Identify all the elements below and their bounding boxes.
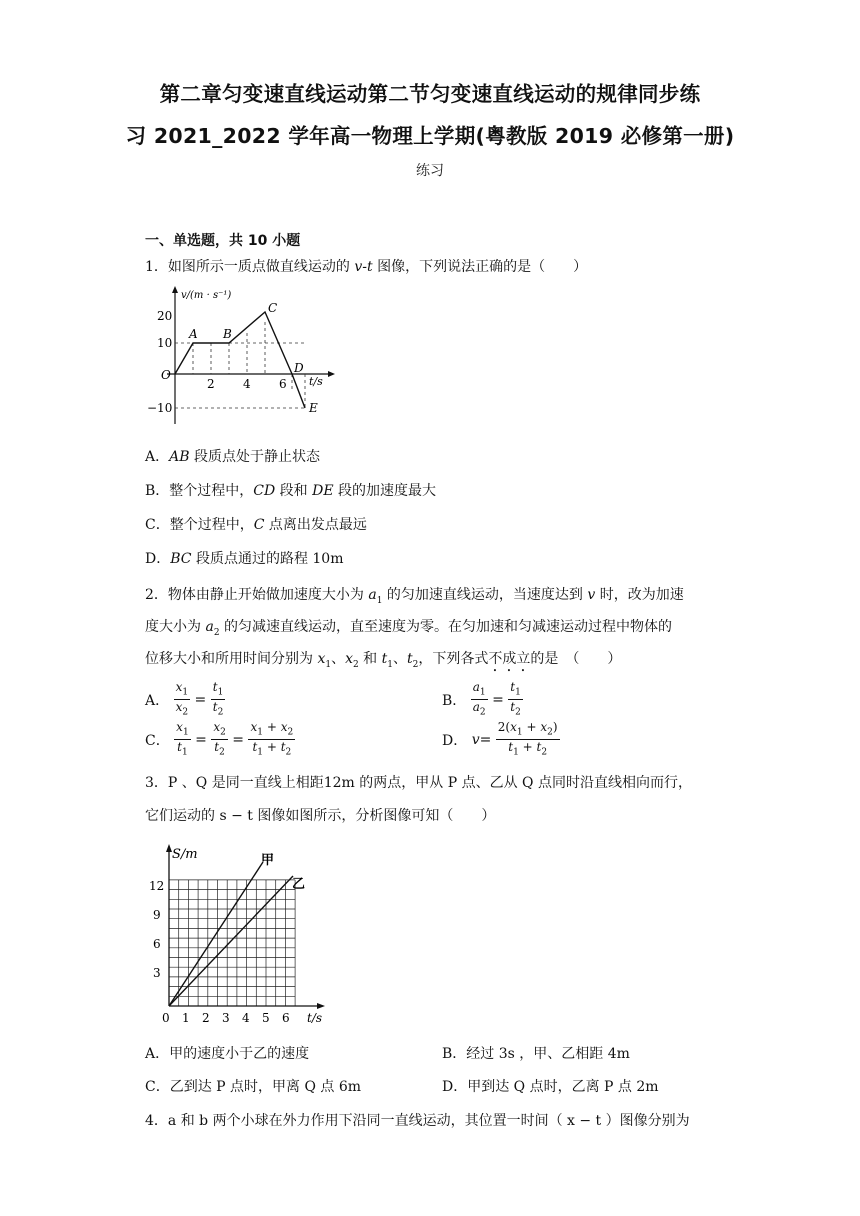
- option-letter: D．: [442, 732, 468, 749]
- q1-point-e: E: [309, 401, 318, 415]
- section-heading: 一、单选题，共 10 小题: [145, 233, 301, 249]
- q2-line-3-pre: 位移大小和所用时间分别为: [145, 651, 318, 667]
- option-pre: 整个过程中，: [169, 483, 254, 499]
- q3-option-b[interactable]: B．经过 3s ，甲、乙相距 4m: [442, 1046, 630, 1062]
- q3-xtick-0: 0: [162, 1011, 170, 1025]
- q3-xtick-3: 3: [222, 1011, 230, 1025]
- q1-vt-graph: [145, 284, 335, 430]
- q1-option-d[interactable]: [145, 548, 344, 568]
- q1-ytick-10: 10: [157, 336, 173, 350]
- option-letter: D．: [145, 551, 171, 567]
- q2-option-c[interactable]: C． $\frac{x_1}{t_1}$ = $\frac{x_2}{t_2}$ = $\frac{x_1 + x_2}{t_1 + t_2}$: [145, 720, 294, 758]
- option-letter: C．: [145, 732, 170, 749]
- q2-line-3: 位移大小和所用时间分别为 $x_1$、$x_2$ 和 $t_1$、$t_2$，下列各式不成立的是 （ ）: [145, 651, 622, 670]
- q3-ytick-9: 9: [153, 908, 161, 922]
- q1-option-b[interactable]: [145, 480, 436, 500]
- q3-option-a[interactable]: A．甲的速度小于乙的速度: [145, 1046, 310, 1062]
- q3-line-2: 它们运动的 s − t 图像如图所示，分析图像可知（ ）: [145, 808, 496, 824]
- option-var-2: DE: [312, 483, 334, 499]
- q1-ytick-neg10: −10: [147, 401, 173, 415]
- option-var: AB: [169, 449, 190, 465]
- q2-line-2: 度大小为 $a_2$ 的匀减速直线运动，直至速度为零。在匀加速和匀减速运动过程中物体的: [145, 619, 672, 638]
- q1-point-a: A: [189, 327, 198, 341]
- q2-option-a[interactable]: A． $\frac{x_1}{x_2}$ = $\frac{t_1}{t_2}$: [145, 680, 224, 718]
- q3-xtick-6: 6: [282, 1011, 290, 1025]
- q3-xtick-5: 5: [262, 1011, 270, 1025]
- option-text: 段质点通过的路程 10m: [191, 551, 344, 567]
- q1-stem: [145, 256, 587, 276]
- q3-option-c[interactable]: C．乙到达 P 点时，甲离 Q 点 6m: [145, 1079, 362, 1095]
- q2-line-1-post: 时，改为加速: [595, 587, 684, 603]
- q4-line-1: 4．a 和 b 两个小球在外力作用下沿同一直线运动，其位置一时间（ x − t ）图像分别为: [145, 1113, 690, 1129]
- q1-y-axis-label: v/(m · s⁻¹): [181, 290, 232, 301]
- q3-line-label-jia: 甲: [261, 853, 275, 868]
- option-text: 段的加速度最大: [333, 483, 437, 499]
- option-text: 点离出发点最远: [264, 517, 367, 533]
- q1-point-c: C: [268, 301, 278, 315]
- option-text: 段质点处于静止状态: [189, 449, 320, 465]
- option-var: CD: [253, 483, 276, 499]
- option-letter: B．: [442, 692, 467, 709]
- q3-option-d[interactable]: D．甲到达 Q 点时，乙离 P 点 2m: [442, 1079, 659, 1095]
- q1-stem-pre: 1．如图所示一质点做直线运动的: [145, 259, 355, 275]
- option-letter: B．: [145, 483, 170, 499]
- q1-option-c[interactable]: [145, 514, 367, 534]
- q1-xtick-6: 6: [279, 377, 287, 391]
- page-title-line-1: 第二章匀变速直线运动第二节匀变速直线运动的规律同步练: [159, 82, 701, 106]
- q1-point-d: D: [294, 361, 304, 375]
- q2-line-1: 2．物体由静止开始做加速度大小为 $a_1$ 的匀加速直线运动，当速度达到 v 时，改为加速: [145, 587, 684, 606]
- q3-st-graph: [145, 842, 335, 1026]
- q3-y-axis-label: S/m: [172, 847, 198, 862]
- q1-ytick-20: 20: [157, 309, 173, 323]
- q1-origin-label: O: [161, 368, 171, 382]
- q1-x-axis-label: t/s: [309, 375, 323, 388]
- option-var: C: [253, 517, 265, 533]
- q3-x-axis-label: t/s: [307, 1011, 323, 1025]
- q3-line-label-yi: 乙: [292, 877, 306, 892]
- option-mid: 段和: [275, 483, 313, 499]
- q3-ytick-12: 12: [149, 879, 165, 893]
- q1-option-a[interactable]: [145, 446, 320, 466]
- page-title-line-2: 习 2021_2022 学年高一物理上学期(粤教版 2019 必修第一册): [125, 124, 735, 148]
- q2-emphasis-text: 不成立: [488, 651, 531, 667]
- q3-xtick-2: 2: [202, 1011, 210, 1025]
- q2-line-2-pre: 度大小为: [145, 619, 206, 635]
- option-var: BC: [170, 551, 192, 567]
- q2-option-b[interactable]: B． $\frac{a_1}{a_2}$ = $\frac{t_1}{t_2}$: [442, 680, 521, 718]
- q3-xtick-4: 4: [242, 1011, 250, 1025]
- q1-xtick-2: 2: [207, 377, 215, 391]
- q2-line-3-mid: 和: [358, 651, 382, 667]
- q2-line-3-post-b: 的是 （ ）: [530, 651, 622, 667]
- q2-line-1-pre: 2．物体由静止开始做加速度大小为: [145, 587, 369, 603]
- q1-xtick-4: 4: [243, 377, 251, 391]
- q2-option-d[interactable]: D． v= $\frac{2(x_1 + x_2)}{t_1 + t_2}$: [442, 720, 558, 758]
- option-letter: C．: [145, 517, 170, 533]
- q3-line-1: 3．P 、Q 是同一直线上相距12m 的两点，甲从 P 点、乙从 Q 点同时沿直线相向而行，: [145, 775, 692, 791]
- option-letter: A．: [145, 449, 170, 465]
- q2-line-3-post-a: ，下列各式: [418, 651, 489, 667]
- q3-ytick-3: 3: [153, 966, 161, 980]
- option-letter: A．: [145, 692, 170, 709]
- q1-point-b: B: [223, 327, 232, 341]
- q3-ytick-6: 6: [153, 937, 161, 951]
- page-subtitle: 练习: [416, 163, 444, 179]
- option-pre: 整个过程中，: [169, 517, 254, 533]
- q1-stem-post: 图像，下列说法正确的是（ ）: [372, 259, 588, 275]
- q2-line-2-post: 的匀减速直线运动，直至速度为零。在匀加速和匀减速运动过程中物体的: [219, 619, 672, 635]
- q3-xtick-1: 1: [182, 1011, 190, 1025]
- q1-stem-var: v-t: [354, 259, 373, 275]
- q2-line-1-mid: 的匀加速直线运动，当速度达到: [382, 587, 588, 603]
